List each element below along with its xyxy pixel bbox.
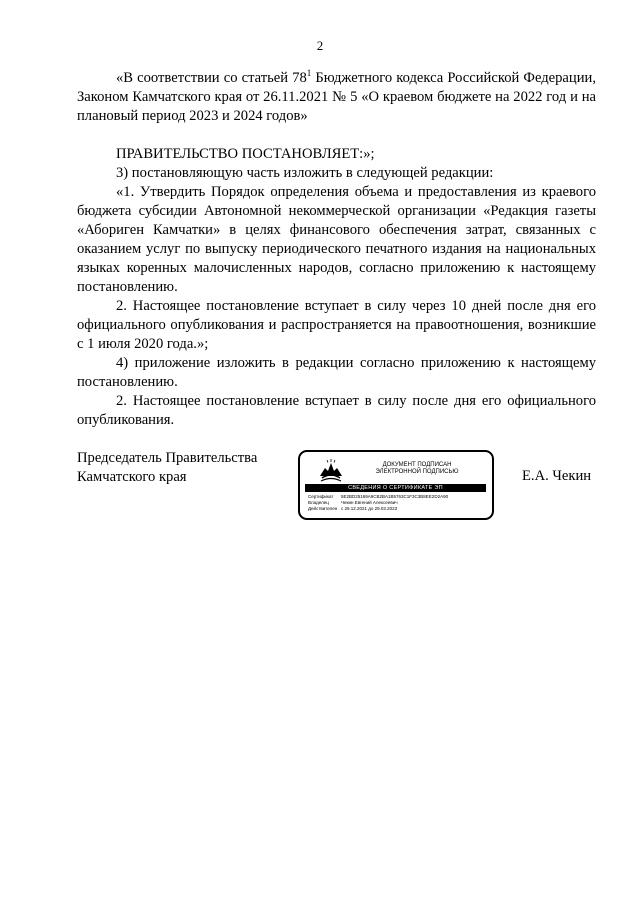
signatory-title-line2: Камчатского края [77,469,187,485]
stamp-title-line1: ДОКУМЕНТ ПОДПИСАН [382,462,452,468]
paragraph-approve-procedure: «1. Утвердить Порядок определения объема и предоставления из краевого бюджета субсидии Автономной некоммерческой организации «Редакция газеты «Абориген Камчатки» в целях финансового обеспечения затрат, связанных с оказанием услуг по выпуску периодического печатного издания на национальных языках коренных малочисленных народов, согласно приложению к настоящему постановлению. [77,184,596,295]
stamp-row-label: Действителен [308,506,338,511]
stamp-row-value: с 29.12.2021 до 29.03.2023 [341,506,398,511]
document-body [77,69,596,430]
signatory-title [77,449,257,487]
stamp-title [354,462,480,476]
stamp-row-value: 5E2BD25169A9CB2BA1B5763C1F3C3B8EE2D2A90 [341,494,449,499]
paragraph-resolves: ПРАВИТЕЛЬСТВО ПОСТАНОВЛЯЕТ:»; [116,146,375,162]
stamp-title-line2: ЭЛЕКТРОННОЙ ПОДПИСЬЮ [375,469,459,475]
signatory-name: Е.А. Чекин [522,468,592,484]
article-superscript: 1 [306,68,312,79]
page-number: 2 [316,38,324,53]
paragraph-effective-date: 2. Настоящее постановление вступает в силу после дня его официального опубликования. [77,393,596,428]
paragraph-item-4: 4) приложение изложить в редакции согласно приложению к настоящему постановлению. [77,355,596,390]
paragraph-item-3: 3) постановляющую часть изложить в следующей редакции: [116,165,494,181]
preamble-text-after: Бюджетного кодекса Российской Федерации, Законом Камчатского края от 26.11.2021 № 5 «О краевом бюджете на 2022 год и на плановый период 2023 и 2024 годов» [77,70,596,124]
paragraph-effective-10-days: 2. Настоящее постановление вступает в силу через 10 дней после дня его официального опубликования и распространяется на правоотношения, возникшие с 1 июля 2020 года.»; [77,298,596,352]
stamp-row-label: Владелец [308,500,329,505]
stamp-certificate-header: СВЕДЕНИЯ О СЕРТИФИКАТЕ ЭП [305,484,486,492]
stamp-validity-row [308,506,397,512]
stamp-row-label: Сертификат [308,494,334,499]
stamp-row-value: Чекин Евгений Алексеевич [341,500,398,505]
e-signature-stamp [298,450,494,520]
kamchatka-emblem-icon [316,458,346,484]
signatory-title-line1: Председатель Правительства [77,450,258,466]
preamble-text-before: «В соответствии со статьей 78 [116,70,307,86]
paragraph-preamble [77,69,596,126]
